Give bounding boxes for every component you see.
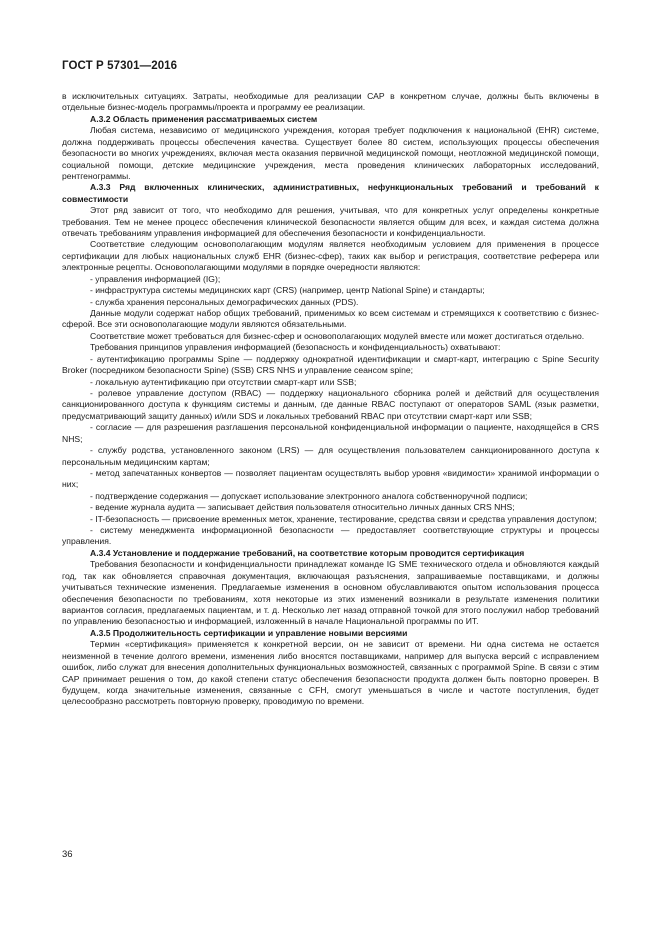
paragraph: Данные модули содержат набор общих требований, применимых ко всем системам и стремящихся к соответствию с бизнес-сферой. Все эти основополагающие модули являются обязательными. (62, 308, 599, 330)
paragraph: - управления информацией (IG); (90, 273, 221, 284)
paragraph: Требования принципов управления информацией (безопасность и конфиденциальность) охватывают: (90, 342, 501, 353)
section-heading: А.3.3 Ряд включенных клинических, административных, нефункциональных требований и требований к совместимости (62, 182, 599, 204)
paragraph: - инфраструктура системы медицинских карт (CRS) (например, центр National Spine) и стандарты; (90, 285, 485, 296)
paragraph: - ролевое управление доступом (RBAC) — поддержку национального сборника ролей и действий для осуществления санкционированного доступа к функциям системы и данным, где данные RBAC поступают от операторов SAML (язык разметки, предусматривающий защиту данных) и/или SDS и локальных требований RBAC при отсутствии смарт-карт или SSB; (62, 387, 599, 421)
paragraph: Любая система, независимо от медицинского учреждения, которая требует подключения к национальной (EHR) системе, должна поддерживать процессы обеспечения качества. Существует более 80 систем, использующих процессы обеспечения безопасности во многих учреждениях, включая места оказания первичной медицинской помощи, неотложной медицинской помощи, социальной помощи, детские медицинские учреждения, места проведения клинических лабораторных исследований, рентгенограммы. (62, 125, 599, 181)
paragraph: - службу родства, установленного законом (LRS) — для осуществления пользователем санкционированного доступа к персональным медицинским картам; (62, 445, 599, 467)
paragraph: Требования безопасности и конфиденциальности принадлежат команде IG SME технического отдела и обновляются каждый год, так как обновляется справочная документация, включающая разъяснения, запрашиваемые поставщиками, и должны учитываться технические изменения. Предлагаемые изменения в основном обуславливаются опытом использования процесса обеспечения безопасности по требованиям, хотя некоторые из этих изменений возникали в результате изменения политики вариантов согласия, предлагаемых пациентам, и т. д. Несколько лет назад отправной точкой для этого послужил набор требований по управлению безопасностью и информацией, изложенный в начале Национальной программы по ИТ. (62, 559, 599, 627)
paragraph: - локальную аутентификацию при отсутствии смарт-карт или SSB; (90, 376, 357, 387)
paragraph: в исключительных ситуациях. Затраты, необходимые для реализации САР в конкретном случае, должны быть включены в отдельные бизнес-модель программы/проекта и программу ее реализации. (62, 91, 599, 113)
paragraph: Соответствие может требоваться для бизнес-сфер и основополагающих модулей вместе или может достигаться отдельно. (90, 330, 585, 341)
paragraph: - согласие — для разрешения разглашения персональной конфиденциальной информации о пациенте, находящейся в CRS NHS; (62, 422, 599, 444)
section-heading: А.3.2 Область применения рассматриваемых систем (90, 113, 318, 124)
paragraph: - систему менеджмента информационной безопасности — предоставляет соответствующие структуры и процессы управления. (62, 525, 599, 547)
paragraph: - метод запечатанных конвертов — позволяет пациентам осуществлять выбор уровня «видимости» хранимой информации о них; (62, 467, 599, 490)
section-heading: А.3.5 Продолжительность сертификации и управление новыми версиями (90, 627, 408, 638)
paragraph: - аутентификацию программы Spine — поддержку однократной идентификации и смарт-карт, интеграцию с Spine Security Broker (посредником безопасности Spine) (SSB) CRS NHS и управление сеансом spine; (62, 353, 599, 376)
page-number: 36 (62, 849, 73, 860)
paragraph: - ведение журнала аудита — записывает действия пользователя относительно личных данных CRS NHS; (90, 502, 515, 513)
document-body (62, 91, 599, 708)
paragraph: Термин «сертификация» применяется к конкретной версии, он не зависит от времени. Ни одна система не остается неизменной в течение долгого времени, изменения либо вносятся поставщиками, например для выпуска версий с исправлением ошибок, либо служат для внесения дополнительных функциональных возможностей, связанных с программой Spine. В связи с этим САР принимает решения о том, до какой степени статус обеспечения безопасности продукта должен быть повторно проверен. В будущем, когда значительные изменения, связанные с CFH, смогут уменьшаться в числе и частоте поступления, будет целесообразно рассмотреть повторную проверку, проводимую по времени. (62, 639, 599, 707)
paragraph: - служба хранения персональных демографических данных (PDS). (90, 296, 359, 307)
paragraph: - IT-безопасность — присвоение временных меток, хранение, тестирование, средства связи и средства управления доступом; (90, 513, 597, 524)
section-heading: А.3.4 Установление и поддержание требований, на соответствие которым проводится сертификация (90, 547, 525, 558)
document-code: ГОСТ Р 57301—2016 (62, 60, 178, 72)
paragraph: Этот ряд зависит от того, что необходимо для решения, учитывая, что для конкретных услуг определены конкретные требования. Тем не менее процесс обеспечения клинической безопасности является общим для всех, и каждая система должна отвечать требованиям управления информацией для обеспечения безопасности и конфиденциальности. (62, 205, 599, 239)
paragraph: - подтверждение содержания — допускает использование электронного аналога собственноручной подписи; (90, 490, 528, 501)
paragraph: Соответствие следующим основополагающим модулям является необходимым условием для применения в процессе сертификации для любых национальных служб EHR (бизнес-сфер), таких как выбор и регистрация, соответствие реферера или электронные рецепты. Основополагающими модулями в порядке очередности являются: (62, 239, 599, 273)
